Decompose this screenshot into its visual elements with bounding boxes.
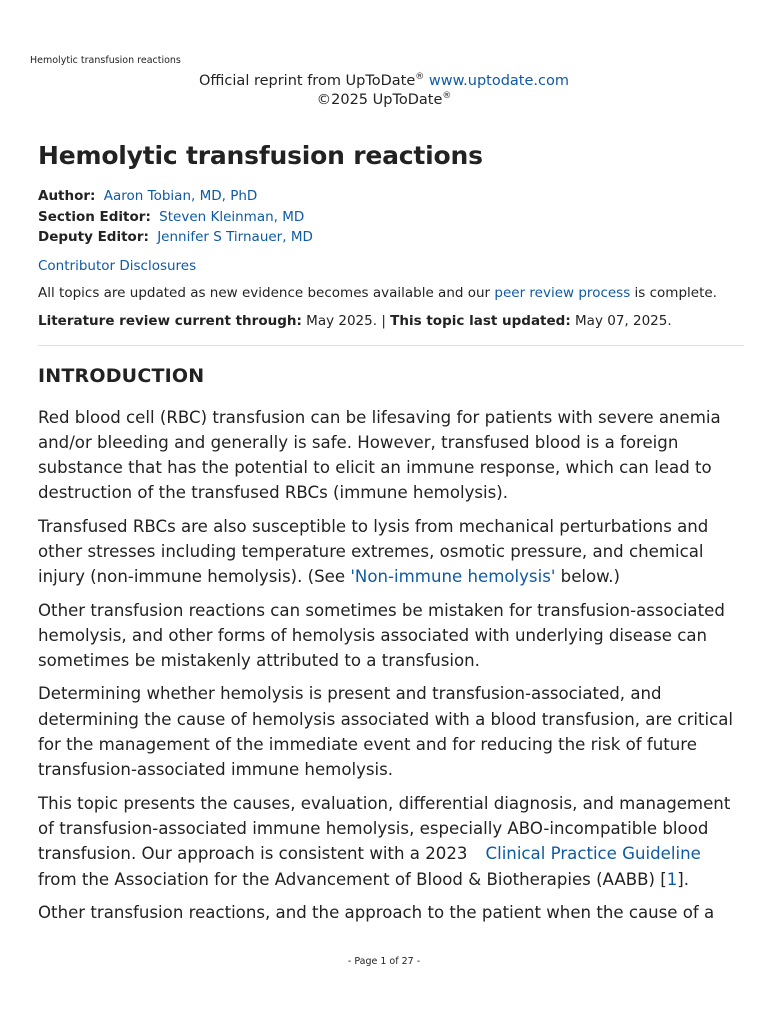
paragraph: Red blood cell (RBC) transfusion can be lifesaving for patients with severe anemia and/or bleeding and generally is safe. However, transfused blood is a foreign substance that has the potential to elicit an immune response, which can lead to destruction of the transfused RBCs (immune hemolysis). [38,407,721,503]
paragraph: Other transfusion reactions can sometimes be mistaken for transfusion-associated hemolysis, and other forms of hemolysis associated with underlying disease can sometimes be mistakenly attributed to a transfusion. [38,600,725,671]
peer-review-link[interactable]: peer review process [494,284,631,301]
reference-link[interactable]: 1 [666,869,678,889]
deputy-editor-link[interactable]: Jennifer S Tirnauer, MD [157,229,313,245]
paragraph: Determining whether hemolysis is present and transfusion-associated, and determining the cause of hemolysis associated with a blood transfusion, are critical for the management of the immediate event and for reducing the risk of future transfusion-associated immune hemolysis. [38,684,733,780]
registered-mark: ® [415,72,425,82]
review-dates [38,311,744,331]
update-note-end: is complete. [630,284,717,301]
paragraph-text: from the Association for the Advancement of Blood & Biotherapies (AABB) [ [38,869,667,889]
section-heading-introduction: INTRODUCTION [38,364,205,387]
divider [38,345,744,346]
update-note [38,283,744,303]
section-editor-row [38,207,744,228]
page-footer: - Page 1 of 27 - [347,956,421,967]
copyright-line [0,91,768,110]
reprint-line [0,72,768,91]
deputy-editor-label: Deputy Editor: [38,229,149,245]
literature-review-value: May 2025. | [301,312,391,329]
update-note-text: All topics are updated as new evidence becomes available and our [38,284,495,301]
introduction-body [38,405,744,926]
reprint-text: Official reprint from UpToDate [199,73,416,89]
author-link[interactable]: Aaron Tobian, MD, PhD [103,188,258,204]
uptodate-link[interactable]: www.uptodate.com [428,73,569,89]
paragraph-text: below.) [555,567,620,587]
page-title: Hemolytic transfusion reactions [38,141,483,170]
paragraph-text: Transfused RBCs are also susceptible to lysis from mechanical perturbations and other stresses including temperature extremes, osmotic pressure, and chemical injury (non-immune hemolysis). (See [38,516,709,587]
last-updated-label: This topic last updated: [390,312,571,329]
running-header: Hemolytic transfusion reactions [30,55,181,66]
author-row [38,186,744,207]
non-immune-hemolysis-link[interactable]: 'Non-immune hemolysis' [350,567,556,587]
author-label: Author: [38,188,96,204]
literature-review-label: Literature review current through: [38,312,302,329]
registered-mark: ® [442,91,452,101]
paragraph [38,791,744,892]
paragraph-text: ]. [677,869,690,889]
last-updated-value: May 07, 2025. [570,312,672,329]
topic-content [38,140,744,933]
contributor-disclosures-link[interactable]: Contributor Disclosures [38,257,197,274]
paragraph: Other transfusion reactions, and the approach to the patient when the cause of a [38,902,715,922]
copyright-text: ©2025 UpToDate [316,92,443,108]
disclosures-row [38,256,744,276]
paragraph [38,514,744,590]
section-editor-link[interactable]: Steven Kleinman, MD [159,208,305,225]
clinical-practice-guideline-link[interactable]: Clinical Practice Guideline [485,844,701,864]
reprint-banner [0,72,768,110]
paragraph-text: This topic presents the causes, evaluation, differential diagnosis, and management of transfusion-associated immune hemolysis, especially ABO-incompatible blood transfusion. Our approach is consistent with a 2023 [38,793,731,864]
deputy-editor-row [38,227,744,248]
section-editor-label: Section Editor: [38,208,151,225]
